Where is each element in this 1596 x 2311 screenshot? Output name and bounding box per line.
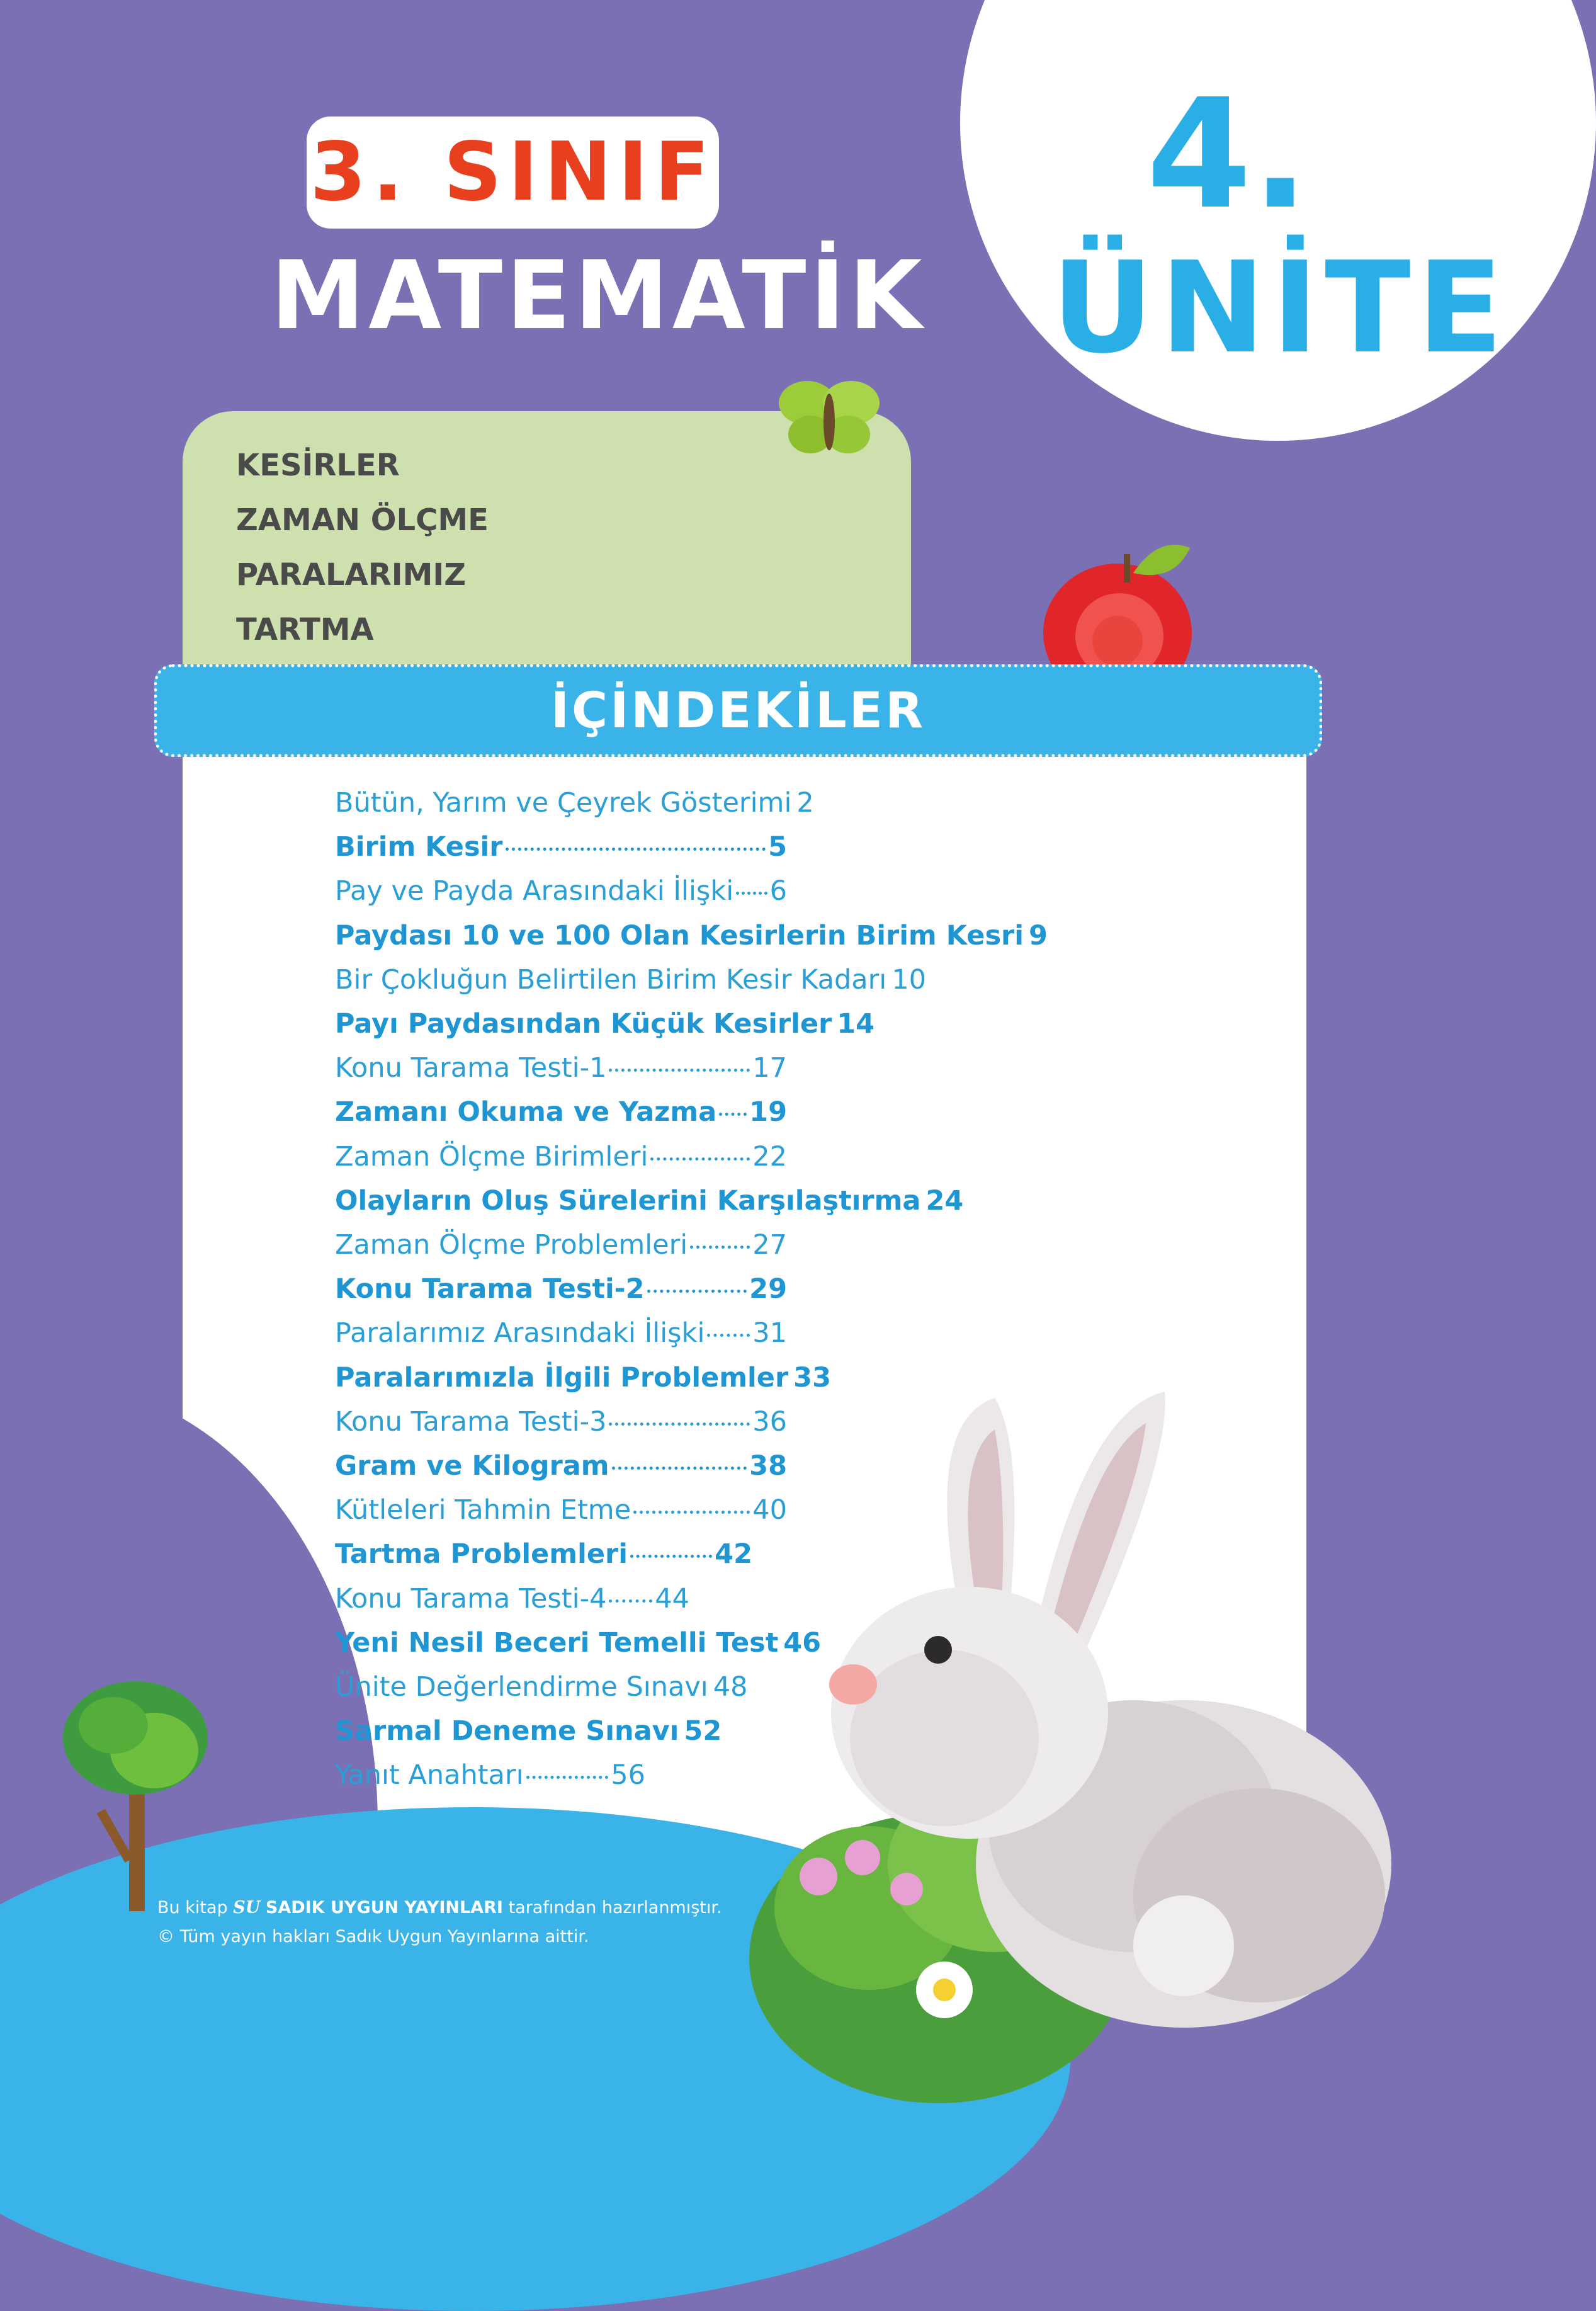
toc-entry <box>335 1627 822 1665</box>
toc-entry-page: 42 <box>715 1538 752 1570</box>
toc-entry-page: 40 <box>752 1494 787 1526</box>
toc-entry-page: 36 <box>752 1405 787 1438</box>
toc-dot-leader <box>736 892 767 895</box>
toc-entry-title: Olayların Oluş Sürelerini Karşılaştırma <box>335 1184 921 1217</box>
toc-dot-leader <box>609 1599 652 1603</box>
toc-entry <box>335 1096 787 1134</box>
toc-dot-leader <box>719 1113 747 1116</box>
publisher-credit <box>157 1899 722 1916</box>
toc-dot-leader <box>609 1422 750 1426</box>
rabbit-icon <box>730 1373 1398 2053</box>
toc-entry-page: 48 <box>713 1671 748 1703</box>
toc-entry-title: Zamanı Okuma ve Yazma <box>335 1096 717 1128</box>
toc-entry <box>335 1450 787 1488</box>
toc-entry <box>335 1715 722 1753</box>
toc-dot-leader <box>526 1776 609 1779</box>
toc-entry-title: Tartma Problemleri <box>335 1538 628 1570</box>
toc-entry-title: Yanıt Anahtarı <box>335 1759 524 1791</box>
toc-entry-page: 56 <box>611 1759 645 1791</box>
toc-entry-page: 29 <box>749 1273 787 1305</box>
toc-entry-page: 6 <box>769 875 787 907</box>
toc-entry-title: Sarmal Deneme Sınavı <box>335 1715 679 1747</box>
credit-suffix: tarafından hazırlanmıştır. <box>508 1898 722 1917</box>
toc-entry-page: 31 <box>752 1317 787 1349</box>
grade-badge <box>307 116 719 229</box>
toc-entry-page: 5 <box>768 831 787 863</box>
toc-entry-page: 33 <box>793 1361 832 1394</box>
toc-entry-title: Zaman Ölçme Birimleri <box>335 1140 648 1173</box>
toc-entry <box>335 1406 787 1444</box>
toc-entry-page: 46 <box>783 1627 822 1659</box>
copyright-notice: © Tüm yayın hakları Sadık Uygun Yayınlarına aittir. <box>157 1927 589 1946</box>
toc-entry-page: 44 <box>655 1582 689 1615</box>
toc-entry <box>335 1583 689 1621</box>
tree-icon <box>60 1681 224 1914</box>
toc-dot-leader <box>630 1555 712 1558</box>
toc-entry-title: Paydası 10 ve 100 Olan Kesirlerin Birim Kesri <box>335 919 1024 951</box>
toc-entry <box>335 1538 752 1576</box>
toc-entry <box>335 831 787 869</box>
toc-entry-title: Bütün, Yarım ve Çeyrek Gösterimi <box>335 787 792 819</box>
toc-entry <box>335 1317 787 1355</box>
topic-item: TARTMA <box>236 612 374 647</box>
toc-entry-title: Konu Tarama Testi-1 <box>335 1052 607 1084</box>
toc-entry <box>335 1759 645 1797</box>
toc-entry <box>335 963 926 1002</box>
publisher-name: SADIK UYGUN YAYINLARI <box>265 1898 503 1917</box>
toc-entry-title: Konu Tarama Testi-4 <box>335 1582 607 1615</box>
toc-dot-leader <box>650 1157 750 1161</box>
toc-entry-page: 24 <box>925 1184 964 1217</box>
toc-entry <box>335 1229 787 1267</box>
toc-entry <box>335 1671 748 1709</box>
credit-prefix: Bu kitap <box>157 1898 228 1917</box>
toc-entry-title: Birim Kesir <box>335 831 503 863</box>
toc-entry <box>335 787 814 825</box>
toc-dot-leader <box>612 1467 747 1470</box>
toc-entry <box>335 1494 787 1532</box>
unit-word: ÜNİTE <box>1051 235 1510 382</box>
toc-entry <box>335 1273 787 1311</box>
toc-dot-leader <box>690 1246 750 1249</box>
toc-entry-page: 27 <box>752 1229 787 1261</box>
toc-entry-page: 38 <box>749 1450 787 1482</box>
toc-entry-title: Kütleleri Tahmin Etme <box>335 1494 631 1526</box>
toc-entry-title: Payı Paydasından Küçük Kesirler <box>335 1008 832 1040</box>
toc-entry-page: 17 <box>752 1052 787 1084</box>
toc-entry-page: 52 <box>684 1715 722 1747</box>
topic-item: ZAMAN ÖLÇME <box>236 503 489 538</box>
toc-dot-leader <box>647 1290 747 1293</box>
toc-entry-page: 19 <box>749 1096 787 1128</box>
topic-item: PARALARIMIZ <box>236 557 467 593</box>
toc-entry-page: 9 <box>1028 919 1048 951</box>
toc-entry <box>335 875 787 913</box>
topic-item: KESİRLER <box>236 448 400 483</box>
toc-entry-title: Gram ve Kilogram <box>335 1450 609 1482</box>
contents-banner <box>154 664 1322 757</box>
toc-entry-page: 10 <box>891 963 926 996</box>
toc-entry-title: Paralarımız Arasındaki İlişki <box>335 1317 705 1349</box>
toc-entry <box>335 1141 787 1179</box>
toc-entry <box>335 1008 875 1046</box>
butterfly-icon <box>776 375 883 463</box>
toc-dot-leader <box>707 1334 750 1337</box>
toc-entry <box>335 1052 787 1090</box>
unit-number: 4. <box>1146 66 1310 242</box>
toc-entry-page: 22 <box>752 1140 787 1173</box>
publisher-logo-icon: SU <box>233 1898 261 1917</box>
toc-entry-title: Ünite Değerlendirme Sınavı <box>335 1671 708 1703</box>
toc-entry-title: Konu Tarama Testi-2 <box>335 1273 645 1305</box>
toc-entry <box>335 1361 832 1400</box>
toc-entry-title: Yeni Nesil Beceri Temelli Test <box>335 1627 779 1659</box>
toc-entry <box>335 919 1048 958</box>
toc-entry-page: 14 <box>837 1008 875 1040</box>
toc-entry-title: Paralarımızla İlgili Problemler <box>335 1361 789 1394</box>
toc-entry-title: Konu Tarama Testi-3 <box>335 1405 607 1438</box>
toc-dot-leader <box>506 848 766 851</box>
subject-title: MATEMATİK <box>271 241 926 351</box>
toc-dot-leader <box>609 1069 750 1072</box>
toc-entry-title: Pay ve Payda Arasındaki İlişki <box>335 875 734 907</box>
toc-entry-title: Bir Çokluğun Belirtilen Birim Kesir Kadarı <box>335 963 887 996</box>
contents-title: İÇİNDEKİLER <box>550 682 926 739</box>
grade-label: 3. SINIF <box>310 125 716 219</box>
toc-entry-title: Zaman Ölçme Problemleri <box>335 1229 688 1261</box>
toc-entry-page: 2 <box>796 787 814 819</box>
toc-entry <box>335 1184 964 1223</box>
